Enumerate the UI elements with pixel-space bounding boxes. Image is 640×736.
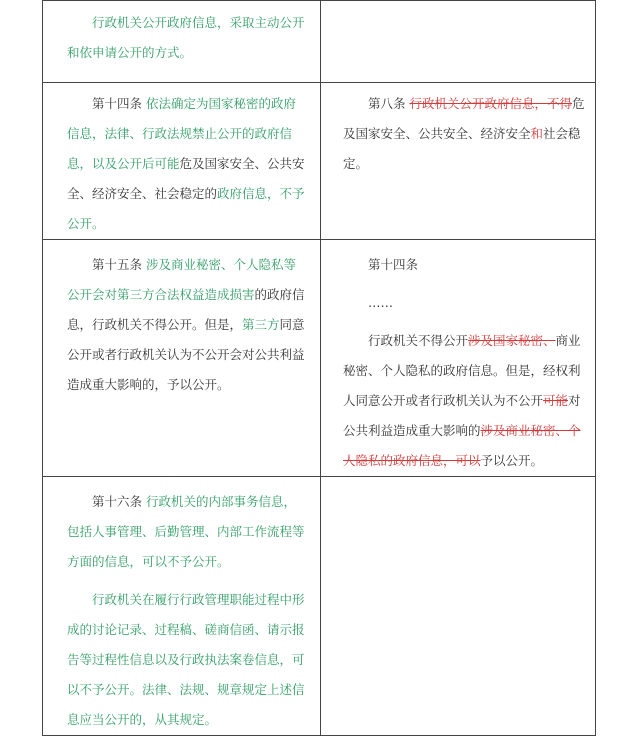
comparison-table [42,0,596,736]
deleted-text: 行政机关公开政府信息，不得 [409,96,572,111]
right-cell [321,1,596,83]
highlighted-text: 依法确定为国家秘密的政府信息，法律、行政法规禁止公开的政府信息，以及公开后可能 [67,96,296,171]
text-run: 予以公开。 [480,453,544,468]
left-cell [43,83,321,240]
table-row [43,477,596,736]
paragraph [67,89,308,239]
table-row [43,1,596,83]
paragraph [67,250,308,400]
text-run: 同意公开或者行政机关认为不公开会对公共利益造成重大影响的，予以公开。 [67,317,305,392]
highlighted-text: 行政机关的内部事务信息，包括人事管理、后勤管理、内部工作流程等方面的信息，可以不予公开。 [67,494,305,569]
highlighted-text: 第三方 [242,317,280,332]
text-run: 的政府信息，行政机关不得公开。但是， [67,287,305,332]
text-run: 商业秘密、个人隐私的政府信息。但是，经权利人同意公开或者行政机关认为不公开 [343,333,581,408]
text-run: 和 [530,126,544,141]
text-run: 第十四条 [368,257,419,272]
text-run: 对公共利益造成重大影响的 [343,393,581,438]
left-cell [43,240,321,477]
paragraph [343,326,585,476]
text-run: 第十六条 [92,494,146,509]
text-run: 第十四条 [92,96,146,111]
deleted-text: 涉及国家秘密、 [468,333,556,348]
text-run: 第八条 [368,96,410,111]
paragraph [67,487,308,577]
highlighted-text: 涉及商业秘密、个人隐私等公开会对第三方合法权益造成损害 [67,257,296,302]
text-run: 第十五条 [92,257,146,272]
paragraph [343,288,585,318]
highlighted-text: 行政机关在履行行政管理职能过程中形成的讨论记录、过程稿、磋商信函、请示报告等过程性信息以及行政执法案卷信息，可以不予公开。法律、法规、规章规定上述信息应当公开的，从其规定。 [67,592,305,727]
deleted-text: 可能 [543,393,569,408]
table-row [43,83,596,240]
text-run: 社会稳定。 [343,126,581,171]
right-cell [321,240,596,477]
highlighted-text: 政府信息，不予公开。 [67,186,305,231]
text-run: 危及国家安全、公共安全、经济安全、社会稳定的 [67,156,305,201]
left-cell [43,477,321,736]
deleted-text: 涉及商业秘密、个人隐私的政府信息，可以 [343,423,581,468]
highlighted-text: 行政机关公开政府信息，采取主动公开和依申请公开的方式。 [67,15,305,60]
right-cell [321,477,596,736]
text-run: 危及国家安全、公共安全、经济安全 [343,96,585,141]
right-cell [321,83,596,240]
table-row [43,240,596,477]
paragraph [67,585,308,735]
text-run: …… [368,295,393,310]
paragraph [343,89,585,179]
paragraph [67,8,308,68]
paragraph [343,250,585,280]
left-cell [43,1,321,83]
text-run: 行政机关不得公开 [368,333,469,348]
